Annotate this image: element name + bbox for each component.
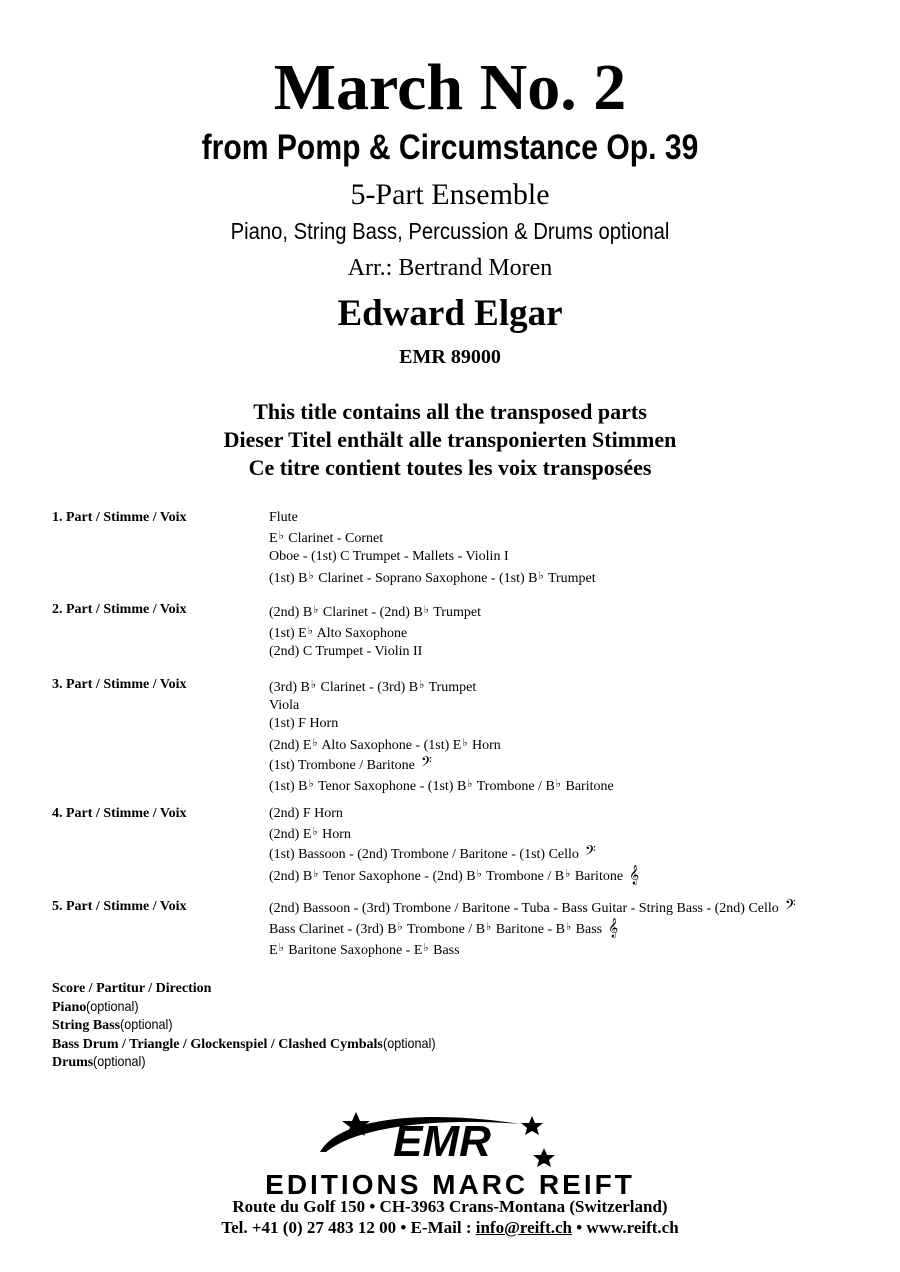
instrument-text: (1st) B bbox=[269, 570, 308, 586]
instrument-line bbox=[269, 567, 596, 588]
instrument-text: (1st) Trombone / Baritone bbox=[269, 757, 415, 773]
instrument-text: E bbox=[269, 943, 278, 959]
instrument-line bbox=[269, 527, 596, 548]
instrument-text: Alto Saxophone bbox=[313, 626, 408, 642]
instrument-text: Oboe - (1st) C Trumpet - Mallets - Violin I bbox=[269, 549, 509, 565]
instrument-line bbox=[269, 697, 614, 715]
flat-icon: ♭ bbox=[423, 604, 429, 616]
extra-part-item bbox=[52, 980, 441, 998]
instrument-text: (1st) B bbox=[269, 779, 308, 795]
arranger: Arr.: Bertrand Moren bbox=[347, 255, 553, 281]
extra-part-item bbox=[52, 1035, 441, 1054]
extra-part-name: Bass Drum / Triangle / Glockenspiel / Clashed Cymbals bbox=[52, 1036, 383, 1052]
instrument-text: (2nd) C Trumpet - Violin II bbox=[269, 644, 423, 660]
title: March No. 2 bbox=[273, 51, 627, 124]
instrument-text: Trombone / B bbox=[473, 779, 555, 795]
instrument-line bbox=[269, 715, 614, 733]
instrument-line bbox=[269, 643, 481, 661]
flat-icon: ♭ bbox=[313, 867, 319, 880]
instrument-line bbox=[269, 918, 796, 939]
instrument-text: Baritone Saxophone - E bbox=[284, 943, 423, 959]
instrument-text: Baritone bbox=[571, 868, 624, 884]
flat-icon: ♭ bbox=[565, 921, 572, 934]
instrument-text: Bass bbox=[572, 922, 603, 938]
bass-clef-icon: 𝄢 bbox=[784, 897, 796, 917]
flat-icon: ♭ bbox=[419, 679, 425, 691]
contact-phone: Tel. +41 (0) 27 483 12 00 • E-Mail : bbox=[221, 1218, 476, 1237]
emr-logo bbox=[300, 1106, 570, 1172]
instrument-line bbox=[269, 601, 481, 622]
instrument-text: (2nd) Bassoon - (3rd) Trombone / Baritone - Tuba - Bass Guitar - String Bass - (2nd) Cello bbox=[269, 901, 779, 916]
instrument-line bbox=[269, 622, 481, 643]
instrument-text: E bbox=[269, 531, 278, 547]
optional-label: (optional) bbox=[120, 1016, 173, 1032]
instrument-line bbox=[269, 676, 614, 697]
optional-label: (optional) bbox=[382, 1034, 436, 1051]
instrument-text: Bass Clarinet - (3rd) B bbox=[269, 922, 397, 938]
flat-icon: ♭ bbox=[307, 625, 313, 638]
publisher-address: Route du Golf 150 • CH-3963 Crans-Montana (Switzerland) bbox=[232, 1197, 668, 1216]
extra-part-item bbox=[52, 998, 441, 1017]
instrument-line bbox=[269, 775, 614, 796]
treble-clef-icon: 𝄞 bbox=[608, 918, 619, 939]
instrument-line bbox=[269, 898, 796, 918]
flat-icon: ♭ bbox=[462, 736, 468, 749]
instrument-text: Baritone bbox=[562, 779, 614, 795]
part-instrument-list bbox=[269, 898, 796, 961]
instrument-text: (2nd) E bbox=[269, 827, 312, 843]
publisher-contact bbox=[0, 1217, 900, 1239]
flat-icon: ♭ bbox=[467, 778, 473, 791]
part-label: 5. Part / Stimme / Voix bbox=[52, 899, 187, 914]
instrument-text: Trombone / B bbox=[403, 922, 486, 938]
part-instrument-list bbox=[269, 676, 614, 796]
composer: Edward Elgar bbox=[337, 293, 563, 334]
flat-icon: ♭ bbox=[397, 921, 403, 934]
extra-part-name: String Bass bbox=[52, 1018, 121, 1033]
instrument-text: Horn bbox=[318, 827, 351, 843]
instrument-line bbox=[269, 548, 596, 566]
instrument-text: (1st) E bbox=[269, 626, 307, 642]
extra-part-name: Drums bbox=[52, 1055, 94, 1070]
instrument-text: Trumpet bbox=[425, 680, 477, 695]
instrument-text: Trumpet bbox=[430, 605, 481, 620]
extra-part-item bbox=[52, 1053, 441, 1072]
ensemble-label: 5-Part Ensemble bbox=[350, 178, 550, 211]
instrument-text: (2nd) B bbox=[269, 868, 313, 884]
treble-clef-icon: 𝄞 bbox=[629, 864, 640, 885]
instrument-line bbox=[269, 844, 639, 864]
part-instrument-list bbox=[269, 601, 481, 662]
optional-label: (optional) bbox=[93, 1053, 146, 1069]
instrument-text: (2nd) B bbox=[269, 605, 313, 620]
instrument-line bbox=[269, 823, 639, 844]
flat-icon: ♭ bbox=[278, 530, 284, 543]
instrument-text: (1st) F Horn bbox=[269, 716, 339, 732]
instrument-text: Trumpet bbox=[544, 570, 596, 586]
instrument-text: Flute bbox=[269, 510, 298, 525]
optional-label: (optional) bbox=[86, 997, 139, 1014]
instrumentation-note: Piano, String Bass, Percussion & Drums optional bbox=[230, 218, 670, 244]
instrument-text: Viola bbox=[269, 698, 300, 714]
instrument-line bbox=[269, 734, 614, 755]
flat-icon: ♭ bbox=[313, 604, 319, 616]
flat-icon: ♭ bbox=[423, 942, 429, 955]
contact-website: • www.reift.ch bbox=[571, 1218, 679, 1237]
instrument-text: Alto Saxophone - (1st) E bbox=[318, 737, 462, 753]
instrument-text: (1st) Bassoon - (2nd) Trombone / Baritone - (1st) Cello bbox=[269, 847, 579, 863]
extra-part-name: Piano bbox=[52, 999, 87, 1015]
flat-icon: ♭ bbox=[312, 826, 318, 839]
part-label: 3. Part / Stimme / Voix bbox=[52, 677, 187, 692]
notice-english: This title contains all the transposed parts bbox=[253, 399, 647, 424]
instrument-line bbox=[269, 939, 796, 960]
flat-icon: ♭ bbox=[565, 867, 571, 880]
flat-icon: ♭ bbox=[538, 569, 544, 582]
instrument-text: Clarinet - Soprano Saxophone - (1st) B bbox=[314, 570, 538, 586]
catalog-number: EMR 89000 bbox=[399, 346, 501, 368]
extra-parts-list bbox=[52, 980, 441, 1072]
instrument-text: Clarinet - (3rd) B bbox=[317, 680, 419, 695]
instrument-text: Tenor Saxophone - (2nd) B bbox=[319, 868, 476, 884]
instrument-text: Trombone / B bbox=[482, 868, 565, 884]
flat-icon: ♭ bbox=[278, 942, 284, 955]
publisher-name: EDITIONS MARC REIFT bbox=[265, 1169, 635, 1200]
part-label: 1. Part / Stimme / Voix bbox=[52, 510, 187, 525]
extra-part-item bbox=[52, 1016, 441, 1035]
notice-german: Dieser Titel enthält alle transponierten Stimmen bbox=[223, 427, 677, 452]
flat-icon: ♭ bbox=[312, 736, 318, 749]
instrument-text: (3rd) B bbox=[269, 680, 310, 695]
flat-icon: ♭ bbox=[308, 569, 314, 582]
instrument-text: Bass bbox=[429, 943, 460, 959]
instrument-text: Baritone - B bbox=[492, 922, 565, 938]
part-instrument-list bbox=[269, 509, 596, 588]
part-instrument-list bbox=[269, 805, 639, 886]
instrument-text: Tenor Saxophone - (1st) B bbox=[314, 779, 467, 795]
instrument-text: Clarinet - (2nd) B bbox=[319, 605, 423, 620]
flat-icon: ♭ bbox=[486, 921, 492, 934]
notice-french: Ce titre contient toutes les voix transposées bbox=[248, 455, 652, 480]
instrument-text: Clarinet - Cornet bbox=[284, 531, 384, 547]
instrument-line bbox=[269, 509, 596, 527]
flat-icon: ♭ bbox=[308, 778, 314, 791]
instrument-text: Horn bbox=[468, 737, 501, 753]
subtitle: from Pomp & Circumstance Op. 39 bbox=[201, 128, 699, 167]
flat-icon: ♭ bbox=[310, 679, 317, 691]
email-link[interactable]: info@reift.ch bbox=[475, 1218, 572, 1237]
instrument-text: (2nd) F Horn bbox=[269, 806, 343, 821]
bass-clef-icon: 𝄢 bbox=[584, 843, 596, 864]
instrument-line bbox=[269, 755, 614, 775]
instrument-text: (2nd) E bbox=[269, 737, 312, 753]
part-label: 4. Part / Stimme / Voix bbox=[52, 806, 187, 821]
flat-icon: ♭ bbox=[476, 867, 482, 880]
logo-text: EMR bbox=[393, 1117, 491, 1166]
instrument-line bbox=[269, 865, 639, 886]
flat-icon: ♭ bbox=[555, 778, 561, 791]
bass-clef-icon: 𝄢 bbox=[420, 753, 432, 774]
extra-part-name: Score / Partitur / Direction bbox=[52, 981, 212, 996]
part-label: 2. Part / Stimme / Voix bbox=[52, 602, 187, 617]
instrument-line bbox=[269, 805, 639, 823]
